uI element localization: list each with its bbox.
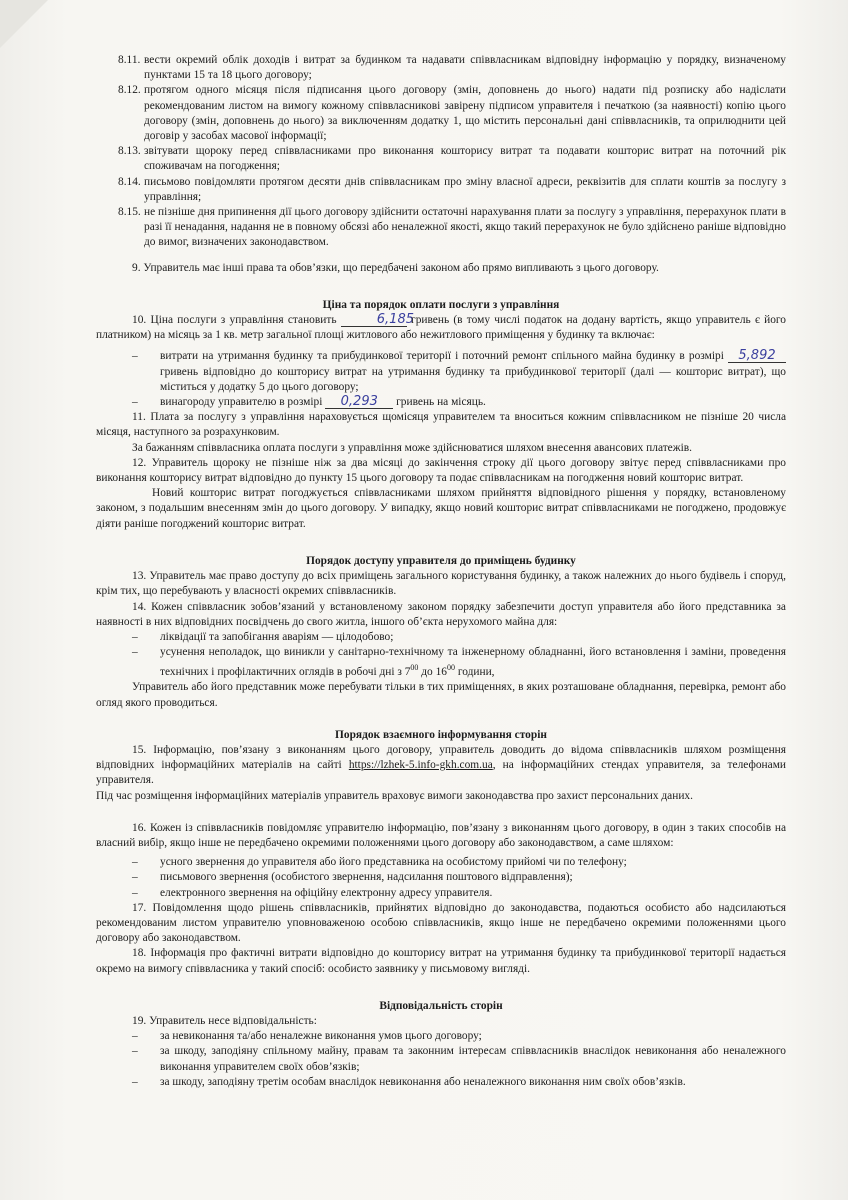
- list-item: – письмового звернення (особистого звернення, надсилання поштового відправлення);: [132, 871, 573, 884]
- section-title-price: Ціна та порядок оплати послуги з управління: [322, 298, 560, 311]
- paragraph-9: 9. Управитель має інші права та обов’язки, що передбачені законом або прямо випливають з цього договору.: [132, 261, 659, 274]
- paragraph-12b: Новий кошторис витрат погоджується співвласниками шляхом прийняття відповідного рішення у порядку, встановленому законом, з подальшим внесенням змін до цього договору. У випадку, якщо новий кошторис витрат співвласниками не погоджено, продовжує діяти раніше погоджений кошторис витрат.: [96, 487, 786, 530]
- list-item: 8.13. звітувати щороку перед співвласниками про виконання кошторису витрат та подавати кошторис витрат на поточний рік споживачам на погодження;: [118, 145, 786, 173]
- paragraph-13: 13. Управитель має право доступу до всіх приміщень загального користування будинку, а також належних до нього будівель і споруд, крім тих, що перебувають у власності окремих співвласників.: [96, 570, 786, 598]
- list-item: – за невиконання та/або неналежне виконання умов цього договору;: [132, 1030, 482, 1043]
- paragraph-18: 18. Інформація про фактичні витрати відповідно до кошторису витрат на утримання будинку та прибудинкової території надається окремо на вимогу співвласника у такий спосіб: особисто заявнику у письмовому вигляді.: [96, 947, 786, 975]
- list-item: – ліквідації та запобігання аваріям — цілодобово;: [132, 630, 394, 643]
- list-item: 8.11. вести окремий облік доходів і витрат за будинком та надавати співвласникам відповідну інформацію у порядку, визначеному пунктами 15 та 18 цього договору;: [118, 54, 786, 82]
- list-item: 8.14. письмово повідомляти протягом десяти днів співвласникам про зміну власної адреси, реквізитів для сплати коштів за послугу з управління;: [118, 175, 786, 203]
- paragraph-17: 17. Повідомлення щодо рішень співвласників, прийнятих відповідно до законодавства, подаються особисто або надсилаються рекомендованим листом управителю уповноваженою особою співвласників, якщо інше не передбачено окремими положеннями цього договору або законодавством.: [96, 901, 786, 945]
- list-item: – електронного звернення на офіційну електронну адресу управителя.: [132, 886, 493, 899]
- section-title-access: Порядок доступу управителя до приміщень будинку: [306, 554, 576, 567]
- page-corner-fold: [0, 0, 48, 48]
- list-item: 8.15. не пізніше дня припинення дії цього договору здійснити остаточні нарахування плати за послугу з управління, перерахунок плати в разі її ненадання, надання не в повному обсязі або неналежної якості, якщо такий перерахунок не було здійснено раніше відповідно до вимог, визначених законодавством.: [118, 206, 786, 249]
- document-body: [96, 53, 786, 1090]
- handwritten-fee: 0,293: [325, 395, 393, 409]
- list-item: 8.12. протягом одного місяця після підписання цього договору (змін, доповнень до нього) надати під розписку або надіслати рекомендованим листом на вимогу кожному співвласникові завірену підписом управителя і печаткою (за наявності) копію цього договору (змін, доповнень до нього) за виключенням додатку 1, що містить персональні дані співвласників, та оприлюднити цей договір у засобах масової інформації;: [118, 84, 786, 143]
- list-item: – усного звернення до управителя або його представника на особистому прийомі чи по телефону;: [132, 856, 627, 869]
- site-link[interactable]: https://lzhek-5.info-gkh.com.ua: [348, 759, 493, 772]
- handwritten-price: 6,185: [341, 313, 407, 327]
- list-item: – винагороду управителю в розмірі 0,293 гривень на місяць.: [132, 394, 486, 410]
- paragraph-11: 11. Плата за послугу з управління нараховується щомісяця управителем та вноситься кожним співвласником не пізніше 20 числа місяця, наступного за розрахунковим.: [96, 411, 786, 439]
- list-item: – за шкоду, заподіяну третім особам внаслідок невиконання або неналежного виконання ним своїх обов’язків.: [132, 1075, 686, 1088]
- paragraph-11b: За бажанням співвласника оплата послуги з управління може здійснюватися шляхом внесення авансових платежів.: [132, 441, 693, 454]
- list-item: – за шкоду, заподіяну спільному майну, правам та законним інтересам співвласників внаслідок невиконання або неналежного виконання управителем своїх обов’язків;: [132, 1045, 786, 1073]
- section-title-info: Порядок взаємного інформування сторін: [335, 728, 547, 741]
- paragraph-14: 14. Кожен співвласник зобов’язаний у встановленому законом порядку забезпечити доступ управителя або його представника за наявності в них відповідних посвідчень до свого житла, іншого об’єкта нерухомого майна для:: [96, 600, 786, 628]
- list-item: – витрати на утримання будинку та прибудинкової території і поточний ремонт спільного майна будинку в розмірі 5,892 гривень відповідно до кошторису витрат на утримання будинку та прибудинкової території (далі — кошторис витрат), що міститься у додатку 5 до цього договору;: [132, 348, 786, 393]
- list-item: – усунення неполадок, що виникли у санітарно-технічному та інженерному обладнанні, його встановлення і заміни, проведення технічних і профілактичних оглядів в робочі дні з $7^{00}$ до $16^{00}$ години,: [132, 646, 786, 679]
- paragraph-16: 16. Кожен із співвласників повідомляє управителю інформацію, пов’язану з виконанням цього договору, в один з таких способів на власний вибір, якщо інше не передбачено окремими положеннями цього договору або законодавством, а саме шляхом:: [96, 821, 786, 849]
- paragraph-19: 19. Управитель несе відповідальність:: [132, 1014, 317, 1027]
- paragraph-15b: Під час розміщення інформаційних матеріалів управитель враховує вимоги законодавства про захист персональних даних.: [96, 789, 693, 802]
- paragraph-10: 10. Ціна послуги з управління становить 6,185 гривень (в тому числі податок на додану вартість, якщо управитель є його платником) на місяць за 1 кв. метр загальної площі житлового або нежитлового приміщення у будинку та включає:: [96, 312, 786, 342]
- paragraph-15: 15. Інформацію, пов’язану з виконанням цього договору, управитель доводить до відома співвласників шляхом розміщення відповідних інформаційних матеріалів на сайті https://lzhek-5.info-gkh.com.ua, на інформаційних стендах управителя, за телефонами управителя.: [96, 743, 786, 787]
- paragraph-14b: Управитель або його представник може перебувати тільки в тих приміщеннях, в яких розташоване обладнання, перевірка, ремонт або огляд якого проводиться.: [96, 681, 786, 709]
- paragraph-12: 12. Управитель щороку не пізніше ніж за два місяці до закінчення строку дії цього договору звітує перед співвласниками про виконання кошторису витрат відповідно до пункту 15 цього договору та подає співвласникам на погодження новий кошторис витрат.: [96, 456, 786, 485]
- handwritten-maintenance-cost: 5,892: [728, 349, 786, 363]
- section-title-responsibility: Відповідальність сторін: [379, 999, 503, 1012]
